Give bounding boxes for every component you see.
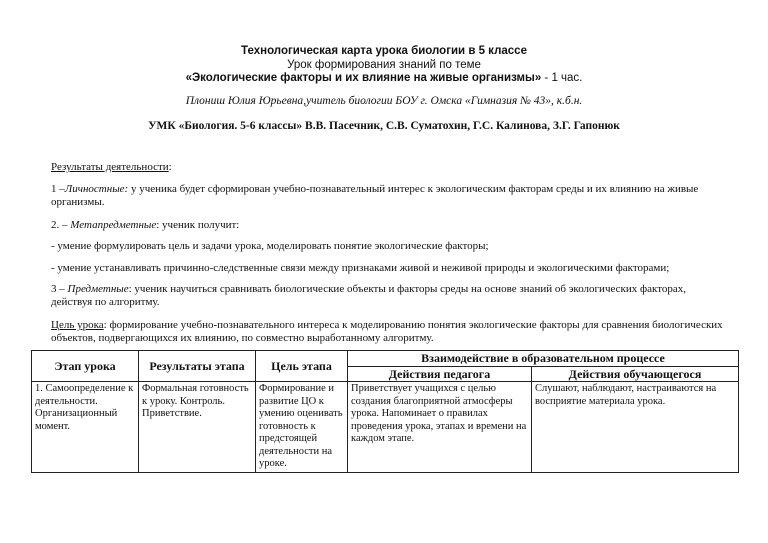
table-header-row	[32, 351, 739, 367]
lesson-goal-text: : формирование учебно-познавательного интереса к моделированию понятия экологические факторы для сравнения биологических объектов, подвергающихся их влиянию, по совместно выработанному алгоритму.	[51, 319, 723, 344]
header-teacher: Действия педагога	[348, 366, 532, 382]
author-line	[0, 95, 768, 107]
personal-prefix: 1 –	[51, 183, 65, 195]
meta-item-2: - умение устанавливать причинно-следственные связи между признаками живой и неживой природы и экологическими факторами;	[51, 262, 670, 274]
lesson-duration: - 1 час.	[541, 72, 583, 84]
results-heading-colon: :	[168, 161, 172, 173]
results-heading-line	[51, 161, 723, 174]
results-heading: Результаты деятельности	[51, 161, 169, 173]
meta-text: : ученик получит:	[156, 219, 240, 231]
cell-stage: 1. Самоопределение к деятельности. Организационный момент.	[32, 382, 139, 473]
header-stage: Этап урока	[32, 351, 139, 382]
subject-label: Предметные	[67, 283, 129, 295]
meta-prefix: 2. –	[51, 219, 71, 231]
lesson-plan-table	[31, 350, 739, 473]
meta-label: Метапредметные	[70, 219, 157, 231]
header-interaction: Взаимодействие в образовательном процессе	[348, 351, 739, 367]
personal-label: Личностные:	[64, 183, 129, 195]
lesson-goal	[51, 319, 723, 345]
author-name: Плониш Юлия Юрьевна	[185, 95, 304, 107]
cell-teacher: Приветствует учащихся с целью создания благоприятной атмосферы урока. Напоминает о правилах проведения урока, этапах и времени на каждом этапе.	[348, 382, 532, 473]
cell-results: Формальная готовность к уроку. Контроль. Приветствие.	[139, 382, 256, 473]
header-student: Действия обучающегося	[532, 366, 739, 382]
subject-results	[51, 283, 723, 309]
table-row	[32, 382, 739, 473]
lesson-goal-label: Цель урока	[51, 319, 104, 331]
personal-text: у ученика будет сформирован учебно-познавательный интерес к экологическим факторам среды и их влиянию на живые организмы.	[51, 183, 699, 208]
header-goal: Цель этапа	[256, 351, 348, 382]
header-results: Результаты этапа	[139, 351, 256, 382]
subject-prefix: 3 –	[51, 283, 68, 295]
cell-goal: Формирование и развитие ЦО к умению оценивать готовность к предстоящей деятельности на уроке.	[256, 382, 348, 473]
author-position: ,учитель биологии БОУ г. Омска «Гимназия № 43», к.б.н.	[303, 95, 583, 107]
meta-item-1: - умение формулировать цель и задачи урока, моделировать понятие экологические факторы;	[51, 240, 489, 252]
cell-student: Слушают, наблюдают, настраиваются на восприятие материала урока.	[532, 382, 739, 473]
document-subtitle: Урок формирования знаний по теме	[287, 59, 481, 71]
subject-text: : ученик научиться сравнивать биологические объекты и факторы среды на основе знаний об экологических факторах, действуя по алгоритму.	[51, 283, 686, 308]
umk-line: УМК «Биология. 5-6 классы» В.В. Пасечник, С.В. Суматохин, Г.С. Калинова, З.Г. Гапонюк	[148, 120, 620, 132]
document-title: Технологическая карта урока биологии в 5 классе	[241, 45, 527, 57]
lesson-topic-title: «Экологические факторы и их влияние на живые организмы»	[185, 72, 542, 84]
personal-results	[51, 183, 723, 209]
meta-results	[51, 219, 723, 232]
lesson-topic	[0, 72, 768, 84]
